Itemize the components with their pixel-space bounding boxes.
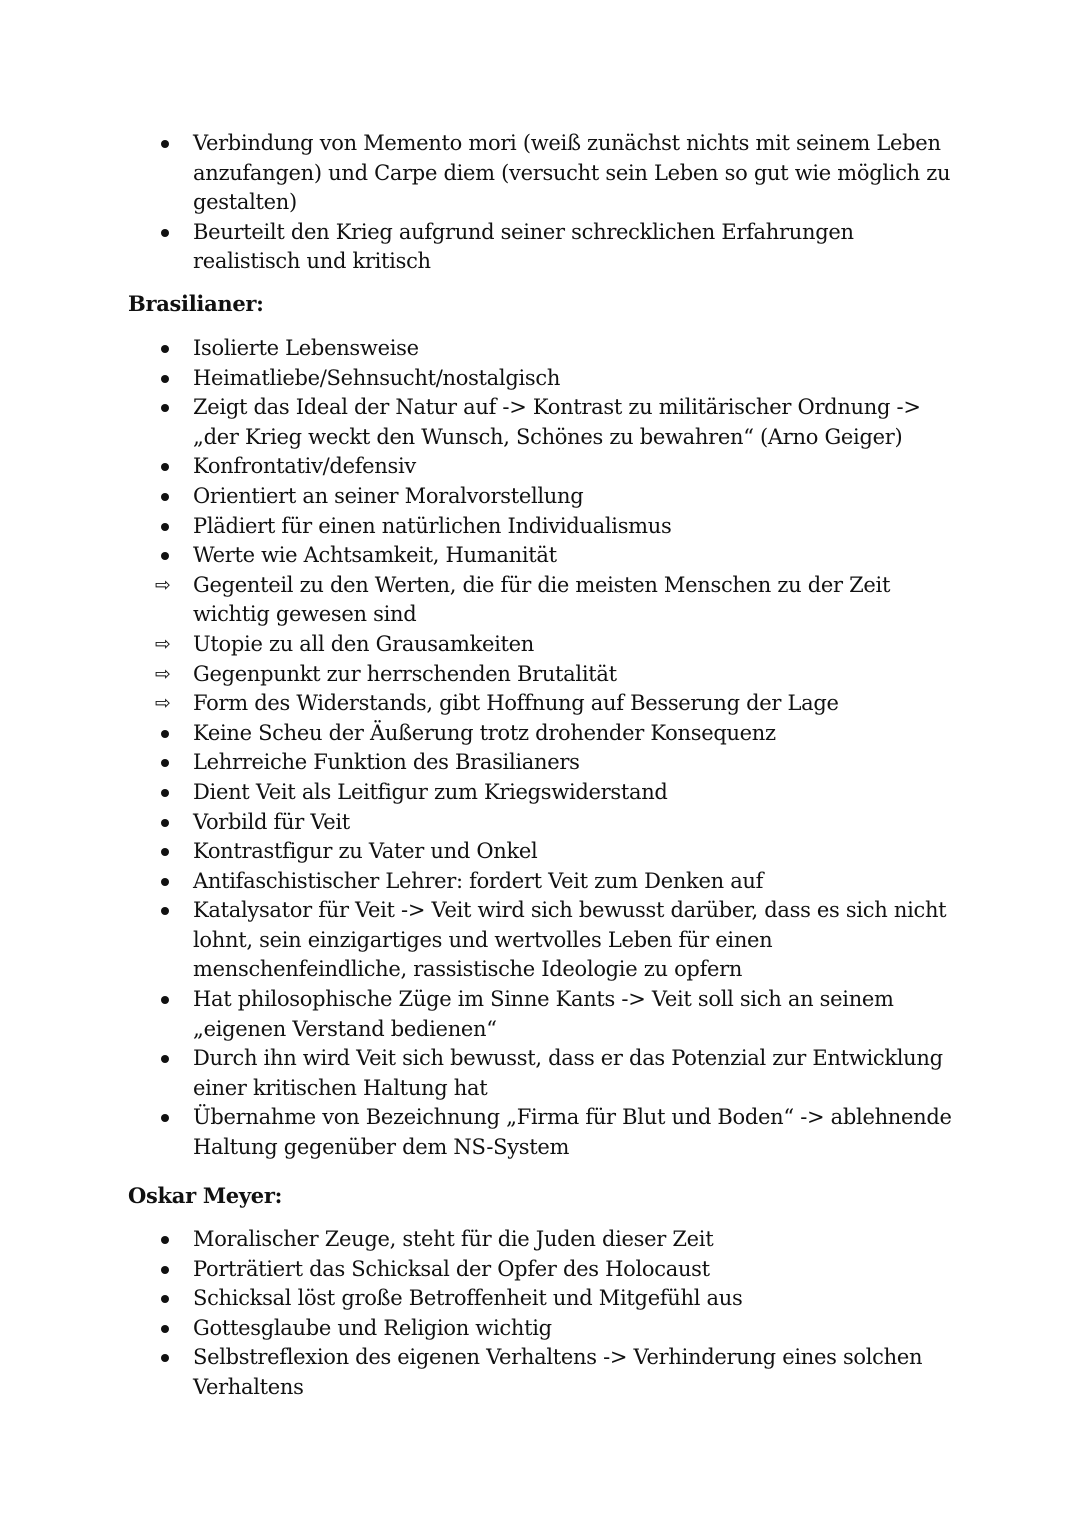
section-heading-oskar-meyer: Oskar Meyer:: [128, 1183, 283, 1208]
list-item: [0, 364, 1080, 394]
list-item-text: Durch ihn wird Veit sich bewusst, dass er das Potenzial zur Entwicklung einer kritischen Haltung hat: [193, 1046, 943, 1100]
list-item-text: Vorbild für Veit: [193, 809, 350, 834]
list-item: [0, 512, 1080, 542]
list-item-text: Gottesglaube und Religion wichtig: [193, 1315, 552, 1340]
list-item: [0, 1343, 1080, 1402]
list-item: [0, 630, 1080, 660]
arrow-right-icon: ⇨: [155, 692, 171, 715]
list-item: [0, 541, 1080, 571]
list-item-text: Selbstreflexion des eigenen Verhaltens -> Verhinderung eines solchen Verhaltens: [193, 1345, 923, 1399]
list-item: [0, 867, 1080, 897]
list-item: [0, 129, 1080, 218]
list-item-text: Keine Scheu der Äußerung trotz drohender Konsequenz: [193, 720, 776, 745]
list-item: [0, 1103, 1080, 1162]
arrow-right-icon: ⇨: [155, 632, 171, 655]
list-item: [0, 748, 1080, 778]
list-item: [0, 778, 1080, 808]
list-item: [0, 334, 1080, 364]
list-item-text: Dient Veit als Leitfigur zum Kriegswiderstand: [193, 779, 668, 804]
list-item: [0, 1314, 1080, 1344]
list-item-text: Antifaschistischer Lehrer: fordert Veit zum Denken auf: [193, 868, 764, 893]
list-item: [0, 837, 1080, 867]
list-item-text: Gegenpunkt zur herrschenden Brutalität: [193, 661, 617, 686]
list-item: [0, 808, 1080, 838]
list-item-text: Hat philosophische Züge im Sinne Kants -> Veit soll sich an seinem „eigenen Verstand bedienen“: [193, 987, 894, 1041]
list-item: [0, 1284, 1080, 1314]
list-item-text: Werte wie Achtsamkeit, Humanität: [193, 543, 557, 568]
list-item: [0, 896, 1080, 985]
list-item-text: Katalysator für Veit -> Veit wird sich bewusst darüber, dass es sich nicht lohnt, sein einzigartiges und wertvolles Leben für einen menschenfeindliche, rassistische Ideologie zu opfern: [193, 898, 947, 982]
list-item: [0, 482, 1080, 512]
list-item-text: Plädiert für einen natürlichen Individualismus: [193, 513, 672, 538]
list-item-text: Gegenteil zu den Werten, die für die meisten Menschen zu der Zeit wichtig gewesen sind: [193, 572, 891, 627]
list-item: [0, 660, 1080, 690]
list-item-text: Konfrontativ/defensiv: [193, 454, 416, 479]
brasilianer-list: [0, 334, 1080, 1163]
list-item-text: Schicksal löst große Betroffenheit und Mitgefühl aus: [193, 1286, 743, 1311]
list-item: [0, 218, 1080, 277]
list-item-text: Porträtiert das Schicksal der Opfer des Holocaust: [193, 1256, 710, 1281]
list-item-text: Lehrreiche Funktion des Brasilianers: [193, 750, 580, 775]
list-item-text: Heimatliebe/Sehnsucht/nostalgisch: [193, 365, 561, 390]
list-item-text: Kontrastfigur zu Vater und Onkel: [193, 839, 538, 864]
arrow-right-icon: ⇨: [155, 662, 171, 685]
list-item: [0, 1225, 1080, 1255]
list-item: [0, 1255, 1080, 1285]
list-item: [0, 689, 1080, 719]
list-item: [0, 452, 1080, 482]
list-item-text: Verbindung von Memento mori (weiß zunächst nichts mit seinem Leben anzufangen) und Carpe diem (versucht sein Leben so gut wie möglich zu gestalten): [193, 131, 951, 215]
arrow-right-icon: ⇨: [155, 573, 171, 596]
section-heading-brasilianer: Brasilianer:: [128, 291, 264, 316]
list-item: [0, 393, 1080, 452]
list-item: [0, 1044, 1080, 1103]
list-item: [0, 571, 1080, 630]
list-item-text: Utopie zu all den Grausamkeiten: [193, 631, 535, 656]
list-item: [0, 719, 1080, 749]
list-item: [0, 985, 1080, 1044]
oskar-meyer-list: [0, 1225, 1080, 1403]
list-item-text: Übernahme von Bezeichnung „Firma für Blut und Boden“ -> ablehnende Haltung gegenüber dem NS-System: [193, 1105, 952, 1160]
list-item-text: Orientiert an seiner Moralvorstellung: [193, 483, 584, 508]
intro-list: [0, 129, 1080, 277]
list-item-text: Moralischer Zeuge, steht für die Juden dieser Zeit: [193, 1227, 714, 1251]
list-item-text: Isolierte Lebensweise: [193, 336, 419, 360]
list-item-text: Zeigt das Ideal der Natur auf -> Kontrast zu militärischer Ordnung -> „der Krieg weckt den Wunsch, Schönes zu bewahren“ (Arno Geiger): [193, 395, 921, 449]
list-item-text: Beurteilt den Krieg aufgrund seiner schrecklichen Erfahrungen realistisch und kritisch: [193, 219, 854, 274]
list-item-text: Form des Widerstands, gibt Hoffnung auf Besserung der Lage: [193, 691, 839, 716]
